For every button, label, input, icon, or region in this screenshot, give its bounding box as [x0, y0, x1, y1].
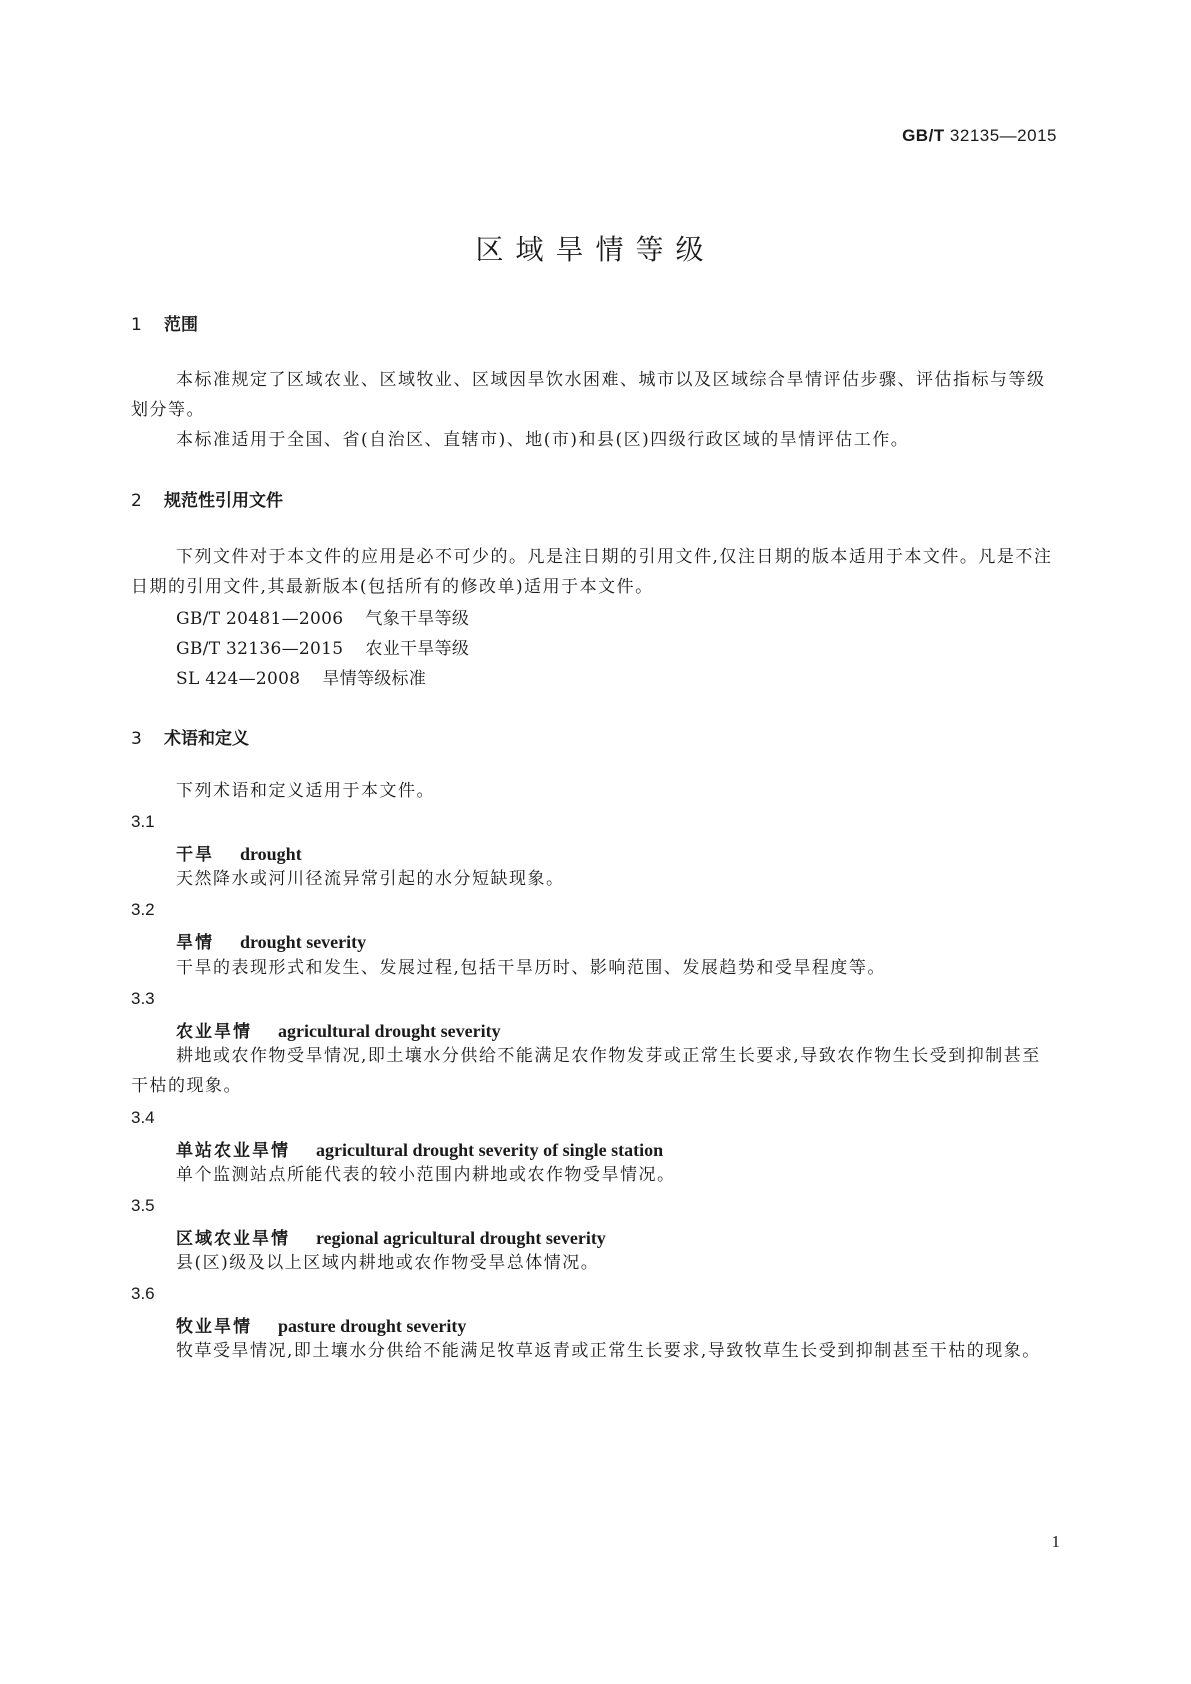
term-chinese: 区域农业旱情: [176, 1229, 290, 1249]
reference-title: 农业干旱等级: [365, 639, 470, 659]
section-heading-terms-definitions: [131, 724, 249, 749]
terms-intro-paragraph: 下列术语和定义适用于本文件。: [176, 781, 435, 801]
section-title: 范围: [164, 315, 198, 335]
term-number: 3.6: [131, 1284, 155, 1303]
term-heading: [176, 840, 302, 865]
reference-code: GB/T 20481—2006: [176, 609, 344, 629]
term-chinese: 干旱: [176, 845, 214, 865]
term-chinese: 单站农业旱情: [176, 1141, 290, 1161]
reference-item: [176, 604, 469, 629]
term-english: regional agricultural drought severity: [316, 1228, 606, 1248]
page-number: 1: [1051, 1532, 1060, 1551]
term-english: drought: [240, 844, 302, 864]
references-intro-paragraph: 下列文件对于本文件的应用是必不可少的。凡是注日期的引用文件,仅注日期的版本适用于本文件。凡是不注日期的引用文件,其最新版本(包括所有的修改单)适用于本文件。: [131, 547, 1053, 597]
term-definition: 天然降水或河川径流异常引起的水分短缺现象。: [176, 869, 565, 889]
term-heading: [176, 1136, 663, 1161]
scope-paragraph-1: 本标准规定了区域农业、区域牧业、区域因旱饮水困难、城市以及区域综合旱情评估步骤、评估指标与等级划分等。: [131, 370, 1046, 420]
term-number: 3.2: [131, 900, 155, 919]
term-chinese: 农业旱情: [176, 1022, 252, 1042]
term-definition: 单个监测站点所能代表的较小范围内耕地或农作物受旱情况。: [176, 1165, 676, 1185]
term-number: 3.1: [131, 812, 155, 831]
reference-title: 旱情等级标准: [322, 669, 427, 689]
term-definition: 干旱的表现形式和发生、发展过程,包括干旱历时、影响范围、发展趋势和受旱程度等。: [176, 958, 886, 978]
section-heading-scope: [131, 310, 198, 335]
reference-code: SL 424—2008: [176, 669, 301, 689]
term-number: 3.5: [131, 1196, 155, 1215]
section-number: 2: [131, 491, 142, 511]
reference-item: [176, 664, 426, 689]
term-english: agricultural drought severity of single station: [316, 1140, 664, 1160]
standard-prefix: GB/T: [902, 126, 945, 145]
section-number: 1: [131, 315, 142, 335]
term-number: 3.4: [131, 1108, 155, 1127]
scope-paragraph-2: 本标准适用于全国、省(自治区、直辖市)、地(市)和县(区)四级行政区域的旱情评估工作。: [176, 430, 910, 450]
term-definition: 县(区)级及以上区域内耕地或农作物受旱总体情况。: [176, 1253, 600, 1273]
term-heading: [176, 1017, 501, 1042]
section-heading-normative-references: [131, 486, 283, 511]
term-heading: [176, 1312, 466, 1337]
term-chinese: 旱情: [176, 933, 214, 953]
term-english: agricultural drought severity: [278, 1021, 501, 1041]
term-heading: [176, 928, 366, 953]
term-heading: [176, 1224, 606, 1249]
document-title: 区域旱情等级: [475, 233, 716, 266]
reference-code: GB/T 32136—2015: [176, 639, 344, 659]
term-english: pasture drought severity: [278, 1316, 467, 1336]
standard-code: 32135—2015: [949, 126, 1057, 145]
section-title: 术语和定义: [164, 729, 249, 749]
reference-item: [176, 634, 469, 659]
term-definition: 牧草受旱情况,即土壤水分供给不能满足牧草返青或正常生长要求,导致牧草生长受到抑制甚至干枯的现象。: [176, 1341, 1041, 1361]
section-title: 规范性引用文件: [164, 491, 283, 511]
standard-number: [902, 126, 1057, 146]
term-definition: 耕地或农作物受旱情况,即土壤水分供给不能满足农作物发芽或正常生长要求,导致农作物生长受到抑制甚至干枯的现象。: [131, 1046, 1041, 1096]
term-english: drought severity: [240, 932, 367, 952]
term-chinese: 牧业旱情: [176, 1317, 252, 1337]
section-number: 3: [131, 729, 142, 749]
term-number: 3.3: [131, 989, 155, 1008]
reference-title: 气象干旱等级: [365, 609, 470, 629]
